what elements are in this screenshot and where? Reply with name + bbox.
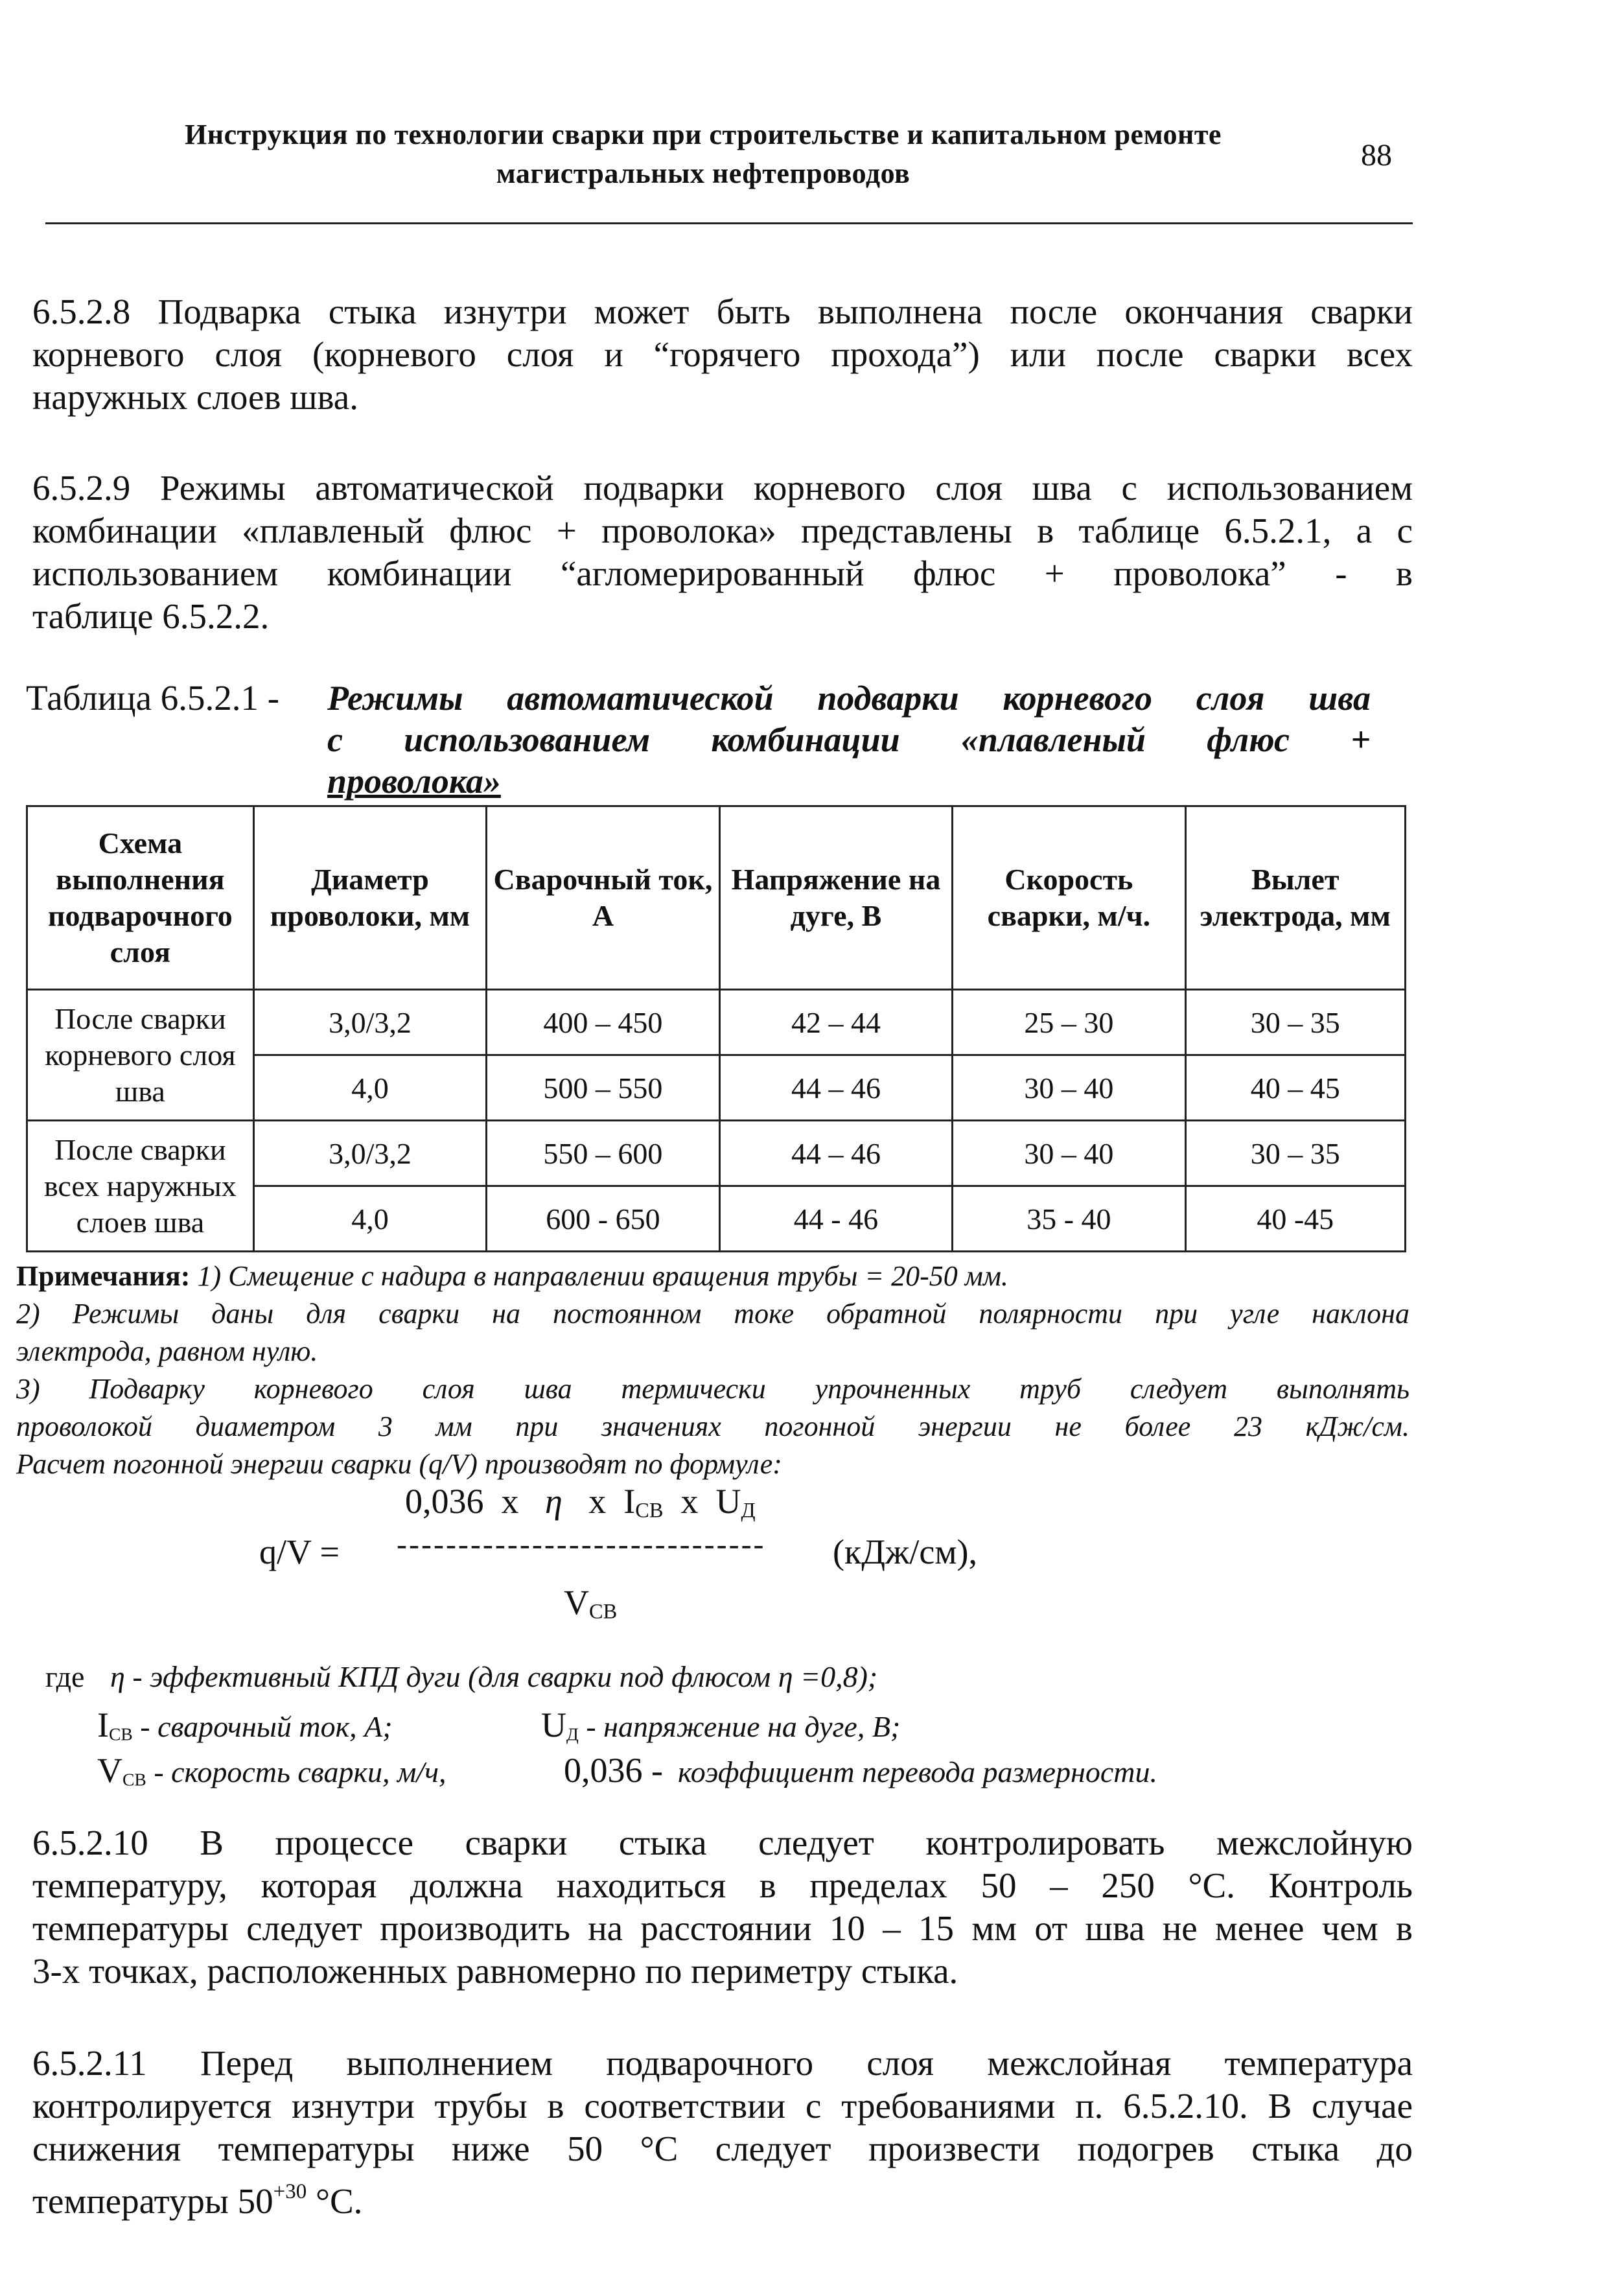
table-cell: 25 – 30 [953, 990, 1185, 1055]
def-I: I [97, 1705, 109, 1744]
paragraph-line: наружных слоев шва. [32, 377, 358, 417]
column-header: Напряжение на дуге, В [719, 806, 953, 990]
coef-definition [564, 1750, 1157, 1790]
table-cell: 4,0 [253, 1055, 486, 1121]
paragraph-line: 6.5.2.8 Подварка стыка изнутри может быть выполнена после окончания сварки [32, 292, 1413, 331]
running-header [110, 115, 1296, 193]
formula-coef: 0,036 [405, 1482, 484, 1521]
table-cell: 30 – 35 [1185, 990, 1406, 1055]
def-I-text: - сварочный ток, А; [132, 1710, 393, 1743]
welding-modes-table [26, 805, 1406, 1252]
formula-lhs: q/V = [259, 1532, 340, 1571]
paragraph-line: снижения температуры ниже 50 °С следует произвести подогрев стыка до [32, 2129, 1413, 2168]
paragraph-line: корневого слоя (корневого слоя и “горячего прохода”) или после сварки всех [32, 334, 1413, 374]
note-line [16, 1258, 1409, 1295]
eta-definition-text: η - эффективный КПД дуги (для сварки под флюсом η =0,8); [110, 1660, 878, 1693]
speed-definition [97, 1750, 447, 1790]
formula-units: (кДж/см), [833, 1532, 977, 1571]
paragraph-6-5-2-10 [32, 1822, 1413, 1993]
note-line: Расчет погонной энергии сварки (q/V) производят по формуле: [16, 1448, 782, 1480]
formula-times: х [588, 1482, 607, 1521]
formula-numerator [405, 1481, 756, 1523]
table-cell: 550 – 600 [487, 1121, 719, 1186]
table-cell: 4,0 [253, 1186, 486, 1252]
formula-times: х [680, 1482, 699, 1521]
note-line: 2) Режимы даны для сварки на постоянном токе обратной полярности при угле наклона [16, 1298, 1409, 1330]
def-coef-text: коэффициент перевода размерности. [677, 1755, 1157, 1788]
table-cell: 40 -45 [1185, 1186, 1406, 1252]
caption-line: с использованием комбинации «плавленый флюс + [327, 720, 1371, 759]
table-cell: 3,0/3,2 [253, 990, 486, 1055]
table-cell: 35 - 40 [953, 1186, 1185, 1252]
table-cell: 40 – 45 [1185, 1055, 1406, 1121]
table-header-row [27, 806, 1406, 990]
scheme-cell: После сварки всех наружных слоев шва [27, 1121, 254, 1252]
def-V-sub: СВ [122, 1769, 146, 1790]
header-line-2: магистральных нефтепроводов [496, 158, 911, 189]
def-V: V [97, 1751, 122, 1790]
formula-U: U [715, 1482, 741, 1521]
tolerance-superscript: +30 [273, 2180, 307, 2203]
heat-input-formula [0, 1481, 1624, 1630]
column-header: Вылет электрода, мм [1185, 806, 1406, 990]
scheme-cell: После сварки корневого слоя шва [27, 990, 254, 1121]
header-line-1: Инструкция по технологии сварки при строительстве и капитальном ремонте [185, 119, 1222, 150]
paragraph-line: 6.5.2.10 В процессе сварки стыка следует контролировать межслойную [32, 1823, 1413, 1862]
formula-I-sub: СВ [635, 1499, 664, 1523]
def-V-text: - скорость сварки, м/ч, [146, 1755, 447, 1788]
formula-times: х [501, 1482, 519, 1521]
current-definition [97, 1705, 393, 1745]
formula-denominator [564, 1582, 617, 1624]
formula-V: V [564, 1583, 589, 1622]
last-line-prefix: температуры 50 [32, 2181, 273, 2221]
table-notes [16, 1258, 1409, 1483]
paragraph-line: таблице 6.5.2.2. [32, 596, 270, 636]
table-cell: 44 – 46 [719, 1055, 953, 1121]
table-row [27, 990, 1406, 1055]
note-1: 1) Смещение с надира в направлении вращения трубы = 20-50 мм. [197, 1260, 1008, 1292]
paragraph-line: температуру, которая должна находиться в пределах 50 – 250 °С. Контроль [32, 1866, 1413, 1905]
formula-eta: η [545, 1482, 563, 1521]
column-header: Диаметр проволоки, мм [253, 806, 486, 990]
table-cell: 30 – 35 [1185, 1121, 1406, 1186]
table-cell: 400 – 450 [487, 990, 719, 1055]
column-header: Схема выполнения подварочного слоя [27, 806, 254, 990]
table-cell: 42 – 44 [719, 990, 953, 1055]
header-divider [45, 222, 1413, 224]
paragraph-line [32, 2170, 1413, 2223]
formula-fraction-bar: ------------------------------ [397, 1527, 766, 1562]
paragraph-line: комбинации «плавленый флюс + проволока» представлены в таблице 6.5.2.1, а с [32, 511, 1413, 550]
last-line-suffix: °С. [307, 2181, 363, 2221]
formula-U-sub: Д [741, 1499, 756, 1523]
table-caption-label: Таблица 6.5.2.1 - [26, 678, 280, 718]
paragraph-6-5-2-9 [32, 467, 1413, 638]
column-header: Скорость сварки, м/ч. [953, 806, 1185, 990]
table-row [27, 1121, 1406, 1186]
notes-label: Примечания: [16, 1260, 191, 1292]
def-U: U [541, 1705, 566, 1744]
paragraph-line: 3-х точках, расположенных равномерно по периметру стыка. [32, 1951, 958, 1991]
paragraph-line: 6.5.2.11 Перед выполнением подварочного слоя межслойная температура [32, 2043, 1413, 2083]
formula-I: I [623, 1482, 636, 1521]
caption-line: Режимы автоматической подварки корневого слоя шва [327, 679, 1371, 718]
paragraph-6-5-2-11 [32, 2042, 1413, 2223]
table-cell: 44 – 46 [719, 1121, 953, 1186]
paragraph-line: 6.5.2.9 Режимы автоматической подварки корневого слоя шва с использованием [32, 468, 1413, 508]
voltage-definition [541, 1705, 900, 1745]
note-line: проволокой диаметром 3 мм при значениях погонной энергии не более 23 кДж/см. [16, 1411, 1409, 1442]
def-U-sub: Д [566, 1724, 579, 1744]
eta-definition [110, 1659, 877, 1694]
table-cell: 30 – 40 [953, 1055, 1185, 1121]
column-header: Сварочный ток, А [487, 806, 719, 990]
def-I-sub: СВ [108, 1724, 133, 1744]
table-cell: 500 – 550 [487, 1055, 719, 1121]
def-U-text: - напряжение на дуге, В; [578, 1710, 901, 1743]
formula-V-sub: СВ [589, 1600, 618, 1624]
note-line: 3) Подварку корневого слоя шва термически упрочненных труб следует выполнять [16, 1373, 1409, 1405]
table-cell: 3,0/3,2 [253, 1121, 486, 1186]
paragraph-line: контролируется изнутри трубы в соответствии с требованиями п. 6.5.2.10. В случае [32, 2086, 1413, 2126]
table-caption-title [327, 677, 1371, 802]
note-line: электрода, равном нулю. [16, 1335, 318, 1367]
table-cell: 600 - 650 [487, 1186, 719, 1252]
page-number: 88 [1361, 138, 1392, 172]
table-cell: 30 – 40 [953, 1121, 1185, 1186]
caption-line: проволока» [327, 762, 501, 801]
where-label: где [45, 1660, 85, 1693]
paragraph-line: температуры следует производить на расстоянии 10 – 15 мм от шва не менее чем в [32, 1908, 1413, 1948]
def-coef: 0,036 - [564, 1751, 663, 1790]
paragraph-6-5-2-8 [32, 290, 1413, 419]
paragraph-line: использованием комбинации “агломерированный флюс + проволока” - в [32, 554, 1413, 593]
table-cell: 44 - 46 [719, 1186, 953, 1252]
